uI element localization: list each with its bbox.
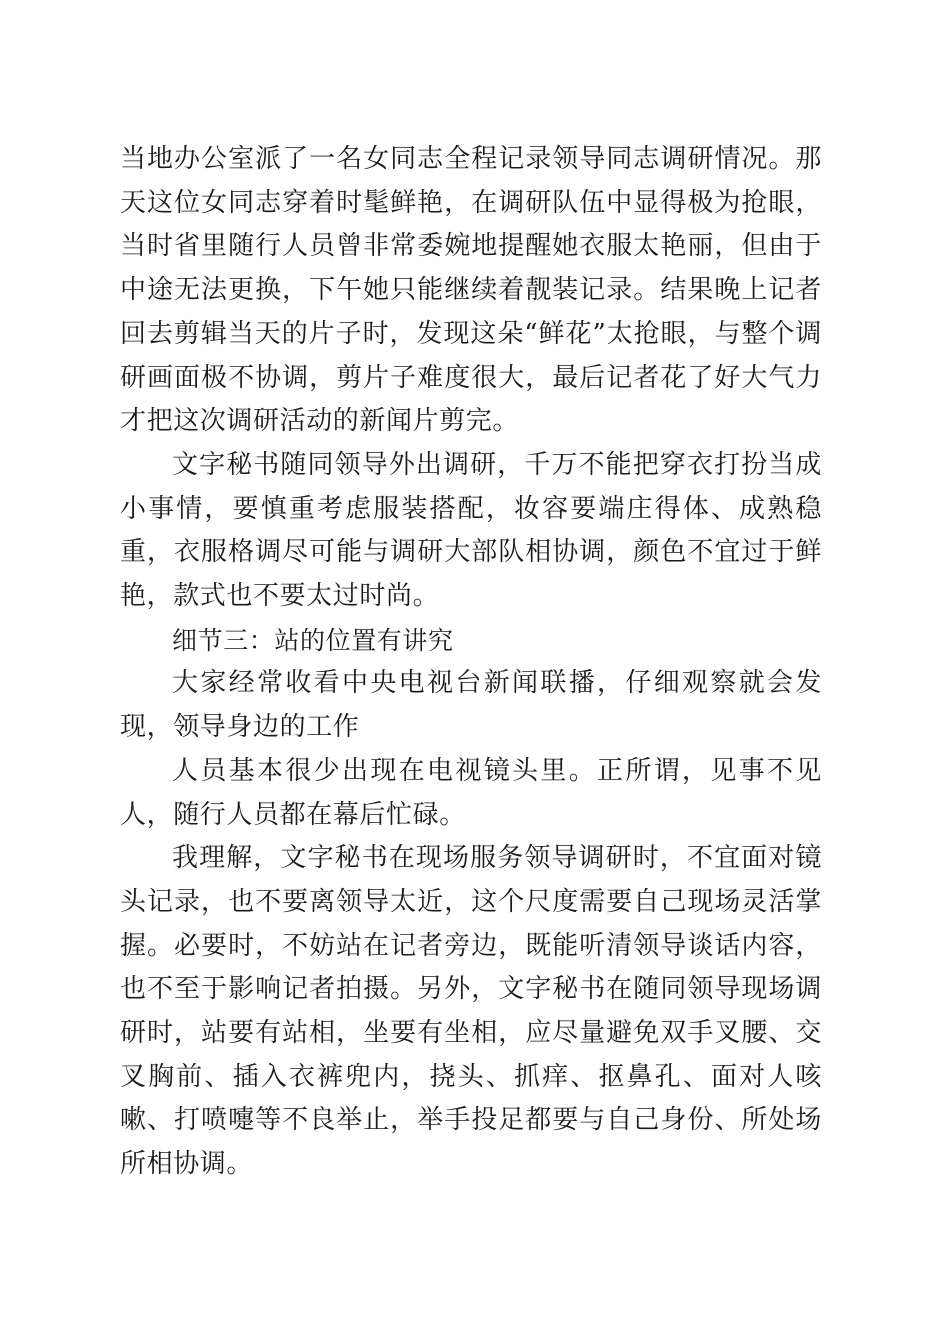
paragraph-news-observation: 大家经常收看中央电视台新闻联播，仔细观察就会发现，领导身边的工作 [120, 668, 822, 743]
paragraph-attire-advice: 文字秘书随同领导外出调研，千万不能把穿衣打扮当成小事情，要慎重考虑服装搭配，妆容要端庄得体、成熟稳重，衣服格调尽可能与调研大部队相协调，颜色不宜过于鲜艳，款式也不要太过时尚。 [120, 449, 822, 612]
paragraph-continuation: 当地办公室派了一名女同志全程记录领导同志调研情况。那天这位女同志穿着时髦鲜艳，在调研队伍中显得极为抢眼，当时省里随行人员曾非常委婉地提醒她衣服太艳丽，但由于中途无法更换，下午她只能继续着靓装记录。结果晚上记者回去剪辑当天的片子时，发现这朵“鲜花”太抢眼，与整个调研画面极不协调，剪片子难度很大，最后记者花了好大气力才把这次调研活动的新闻片剪完。 [120, 144, 822, 437]
paragraph-behind-scenes: 人员基本很少出现在电视镜头里。正所谓，见事不见人，随行人员都在幕后忙碌。 [120, 755, 822, 830]
document-body [120, 138, 822, 1187]
section-heading-detail-three: 细节三：站的位置有讲究 [172, 625, 454, 655]
paragraph-positioning-advice: 我理解，文字秘书在现场服务领导调研时，不宜面对镜头记录，也不要离领导太近，这个尺度需要自己现场灵活掌握。必要时，不妨站在记者旁边，既能听清领导谈话内容，也不至于影响记者拍摄。另外，文字秘书在随同领导现场调研时，站要有站相，坐要有坐相，应尽量避免双手叉腰、交叉胸前、插入衣裤兜内，挠头、抓痒、抠鼻孔、面对人咳嗽、打喷嚏等不良举止，举手投足都要与自己身份、所处场所相协调。 [120, 843, 822, 1180]
